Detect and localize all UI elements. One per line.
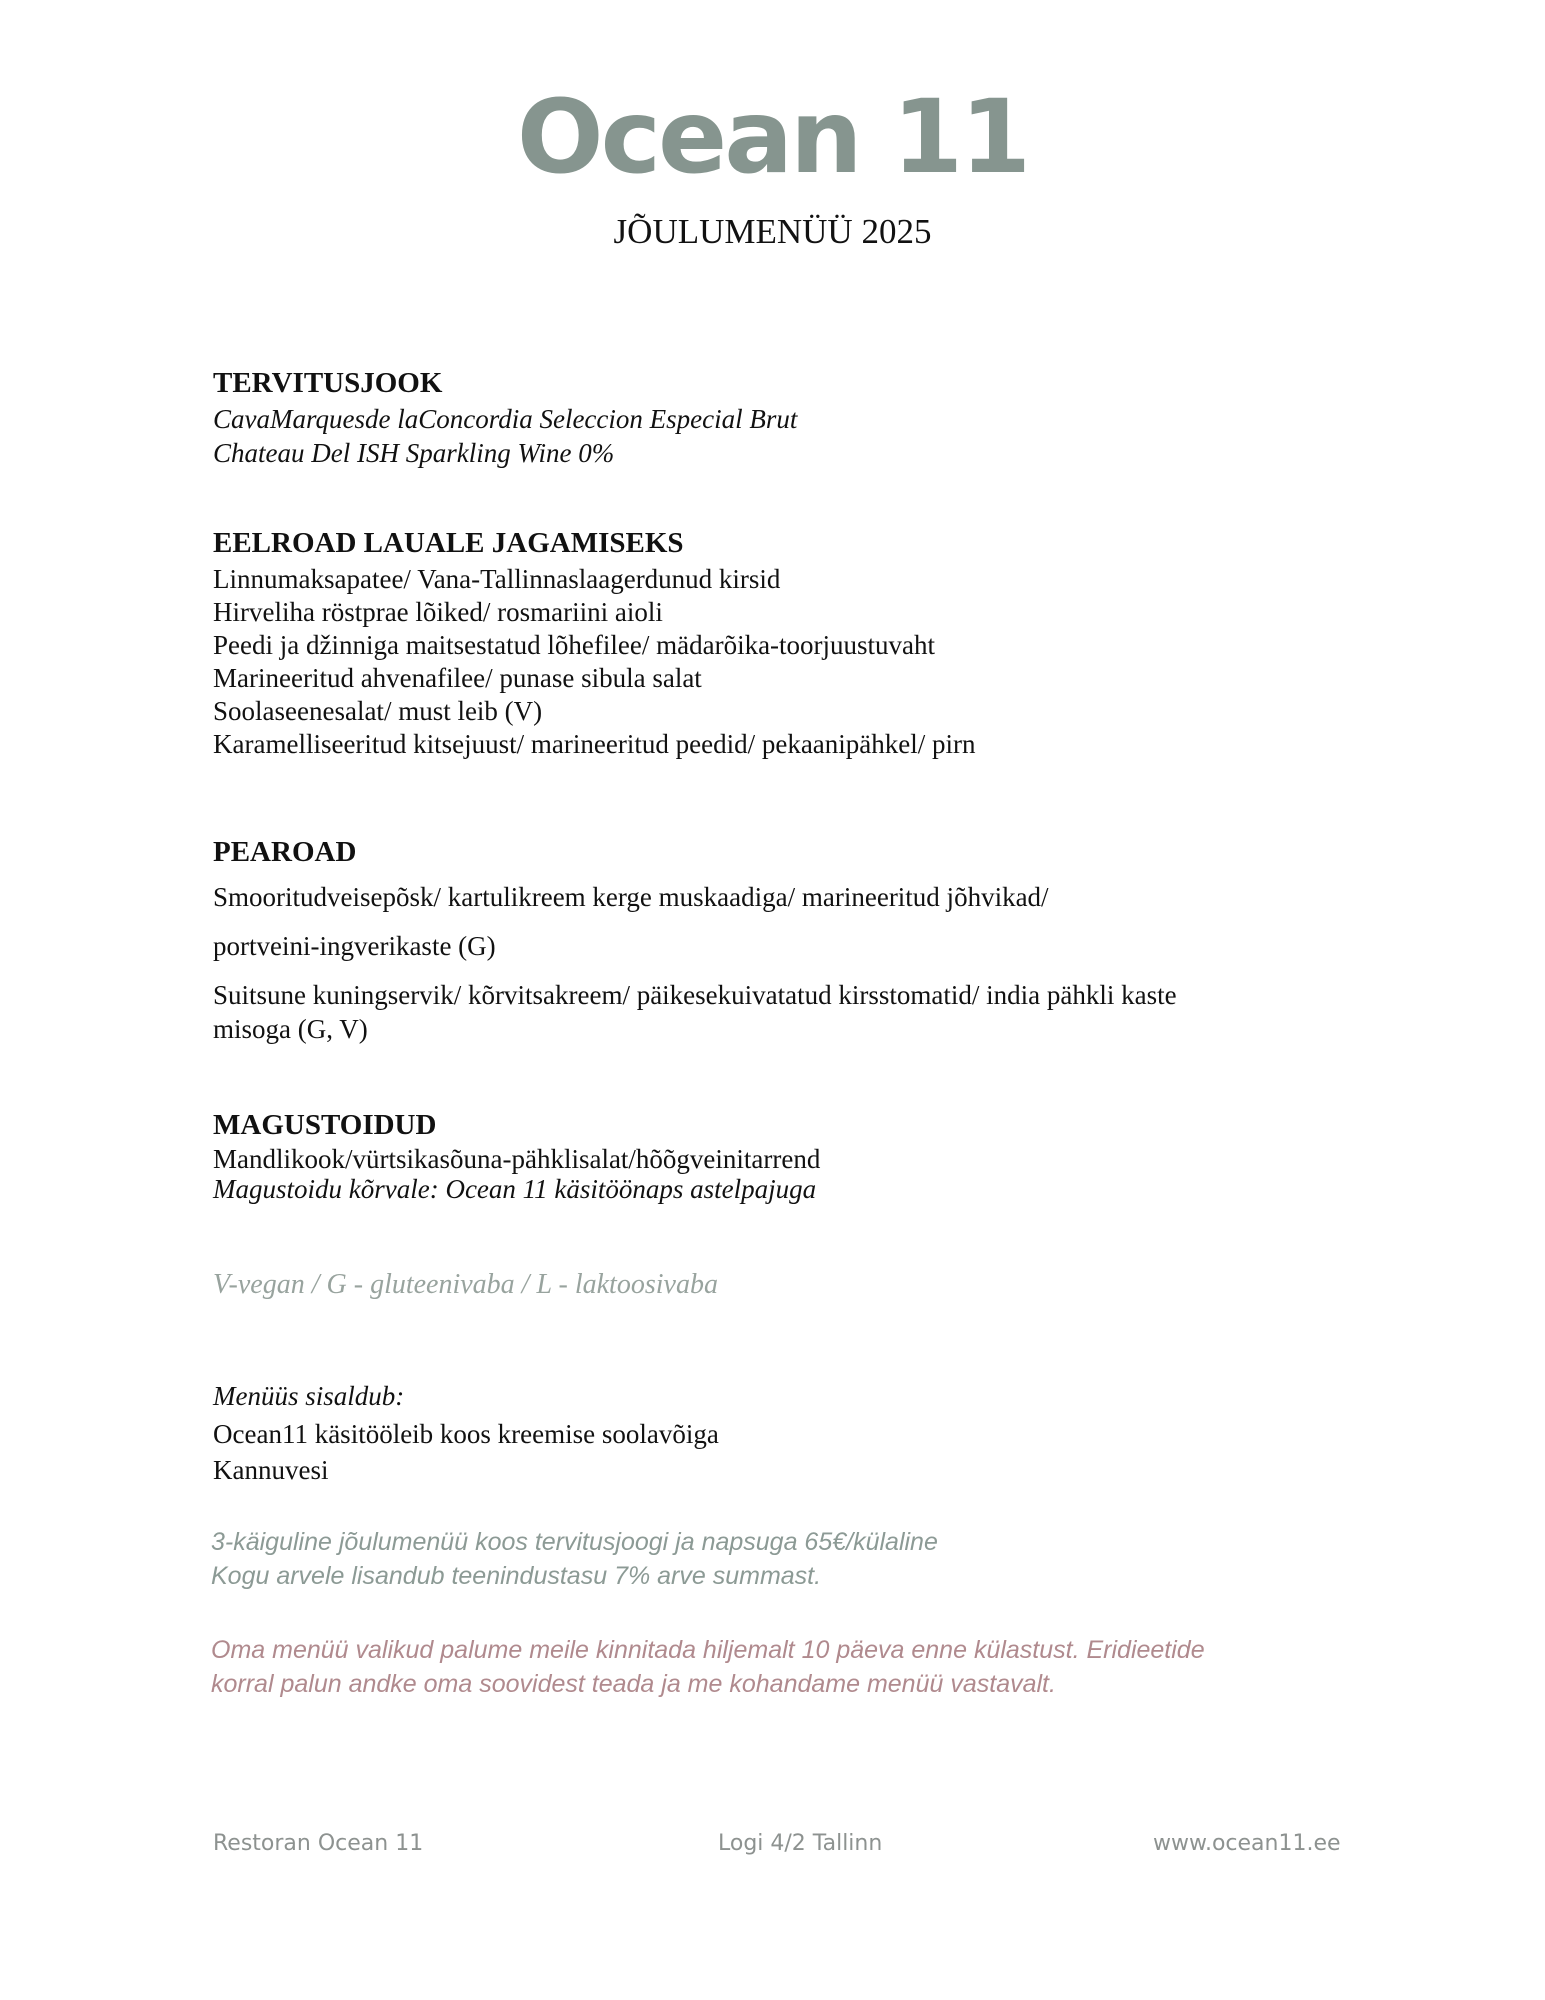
diet-legend: V-vegan / G - gluteenivaba / L - laktoosivaba [213, 1269, 718, 1300]
price-note-line-2: Kogu arvele lisandub teenindustasu 7% arve summast. [211, 1562, 822, 1590]
desserts-heading: MAGUSTOIDUD [213, 1109, 437, 1141]
welcome-drink-heading: TERVITUSJOOK [213, 367, 443, 399]
menu-title: JÕULUMENÜÜ 2025 [613, 212, 932, 251]
main-item-2-line-1: Suitsune kuningservik/ kõrvitsakreem/ päikesekuivatatud kirsstomatid/ india pähkli kaste [213, 980, 1177, 1010]
included-label: Menüüs sisaldub: [213, 1381, 405, 1411]
restaurant-logo: Ocean 11 [516, 78, 1029, 197]
list-item: Linnumaksapatee/ Vana-Tallinnaslaagerdunud kirsid [213, 564, 781, 594]
booking-note-line-1: Oma menüü valikud palume meile kinnitada hiljemalt 10 päeva enne külastust. Eridieetide [211, 1636, 1205, 1664]
booking-note [211, 1633, 1371, 1701]
booking-note-line-2: korral palun andke oma soovidest teada ja me kohandame menüü vastavalt. [211, 1670, 1056, 1698]
list-item: Mandlikook/vürtsikasõuna-pähklisalat/hõõgveinitarrend [213, 1144, 821, 1174]
list-item: Marineeritud ahvenafilee/ punase sibula salat [213, 663, 702, 693]
starters-heading: EELROAD LAUALE JAGAMISEKS [213, 527, 684, 559]
welcome-drink-list [213, 402, 1353, 470]
footer-website-link[interactable]: www.ocean11.ee [1153, 1831, 1341, 1856]
included-list [213, 1416, 1353, 1488]
desserts-list [213, 1144, 1353, 1204]
list-item: Soolaseenesalat/ must leib (V) [213, 696, 543, 726]
main-item-2 [213, 978, 1353, 1046]
footer-restaurant-name: Restoran Ocean 11 [213, 1831, 424, 1856]
list-item: Hirveliha röstprae lõiked/ rosmariini aioli [213, 597, 663, 627]
main-item-1-line-2: portveini-ingverikaste (G) [213, 931, 496, 961]
list-item: Peedi ja džinniga maitsestatud lõhefilee/ mädarõika-toorjuustuvaht [213, 630, 936, 660]
list-item: CavaMarquesde laConcordia Seleccion Especial Brut [213, 404, 798, 434]
list-item: Kannuvesi [213, 1455, 329, 1485]
price-note-line-1: 3-käiguline jõulumenüü koos tervitusjoogi ja napsuga 65€/külaline [211, 1528, 938, 1556]
list-item: Ocean11 käsitööleib koos kreemise soolavõiga [213, 1419, 719, 1449]
footer-address: Logi 4/2 Tallinn [718, 1831, 883, 1856]
dessert-side-note: Magustoidu kõrvale: Ocean 11 käsitöönaps astelpajuga [213, 1174, 817, 1204]
main-item-2-line-2: misoga (G, V) [213, 1014, 368, 1044]
mains-heading: PEAROAD [213, 836, 357, 868]
list-item: Karamelliseeritud kitsejuust/ marineeritud peedid/ pekaanipähkel/ pirn [213, 729, 976, 759]
main-item-1-line-1: Smooritudveisepõsk/ kartulikreem kerge muskaadiga/ marineeritud jõhvikad/ [213, 882, 1049, 912]
price-note [211, 1525, 1371, 1593]
starters-list [213, 563, 1353, 761]
list-item: Chateau Del ISH Sparkling Wine 0% [213, 438, 615, 468]
